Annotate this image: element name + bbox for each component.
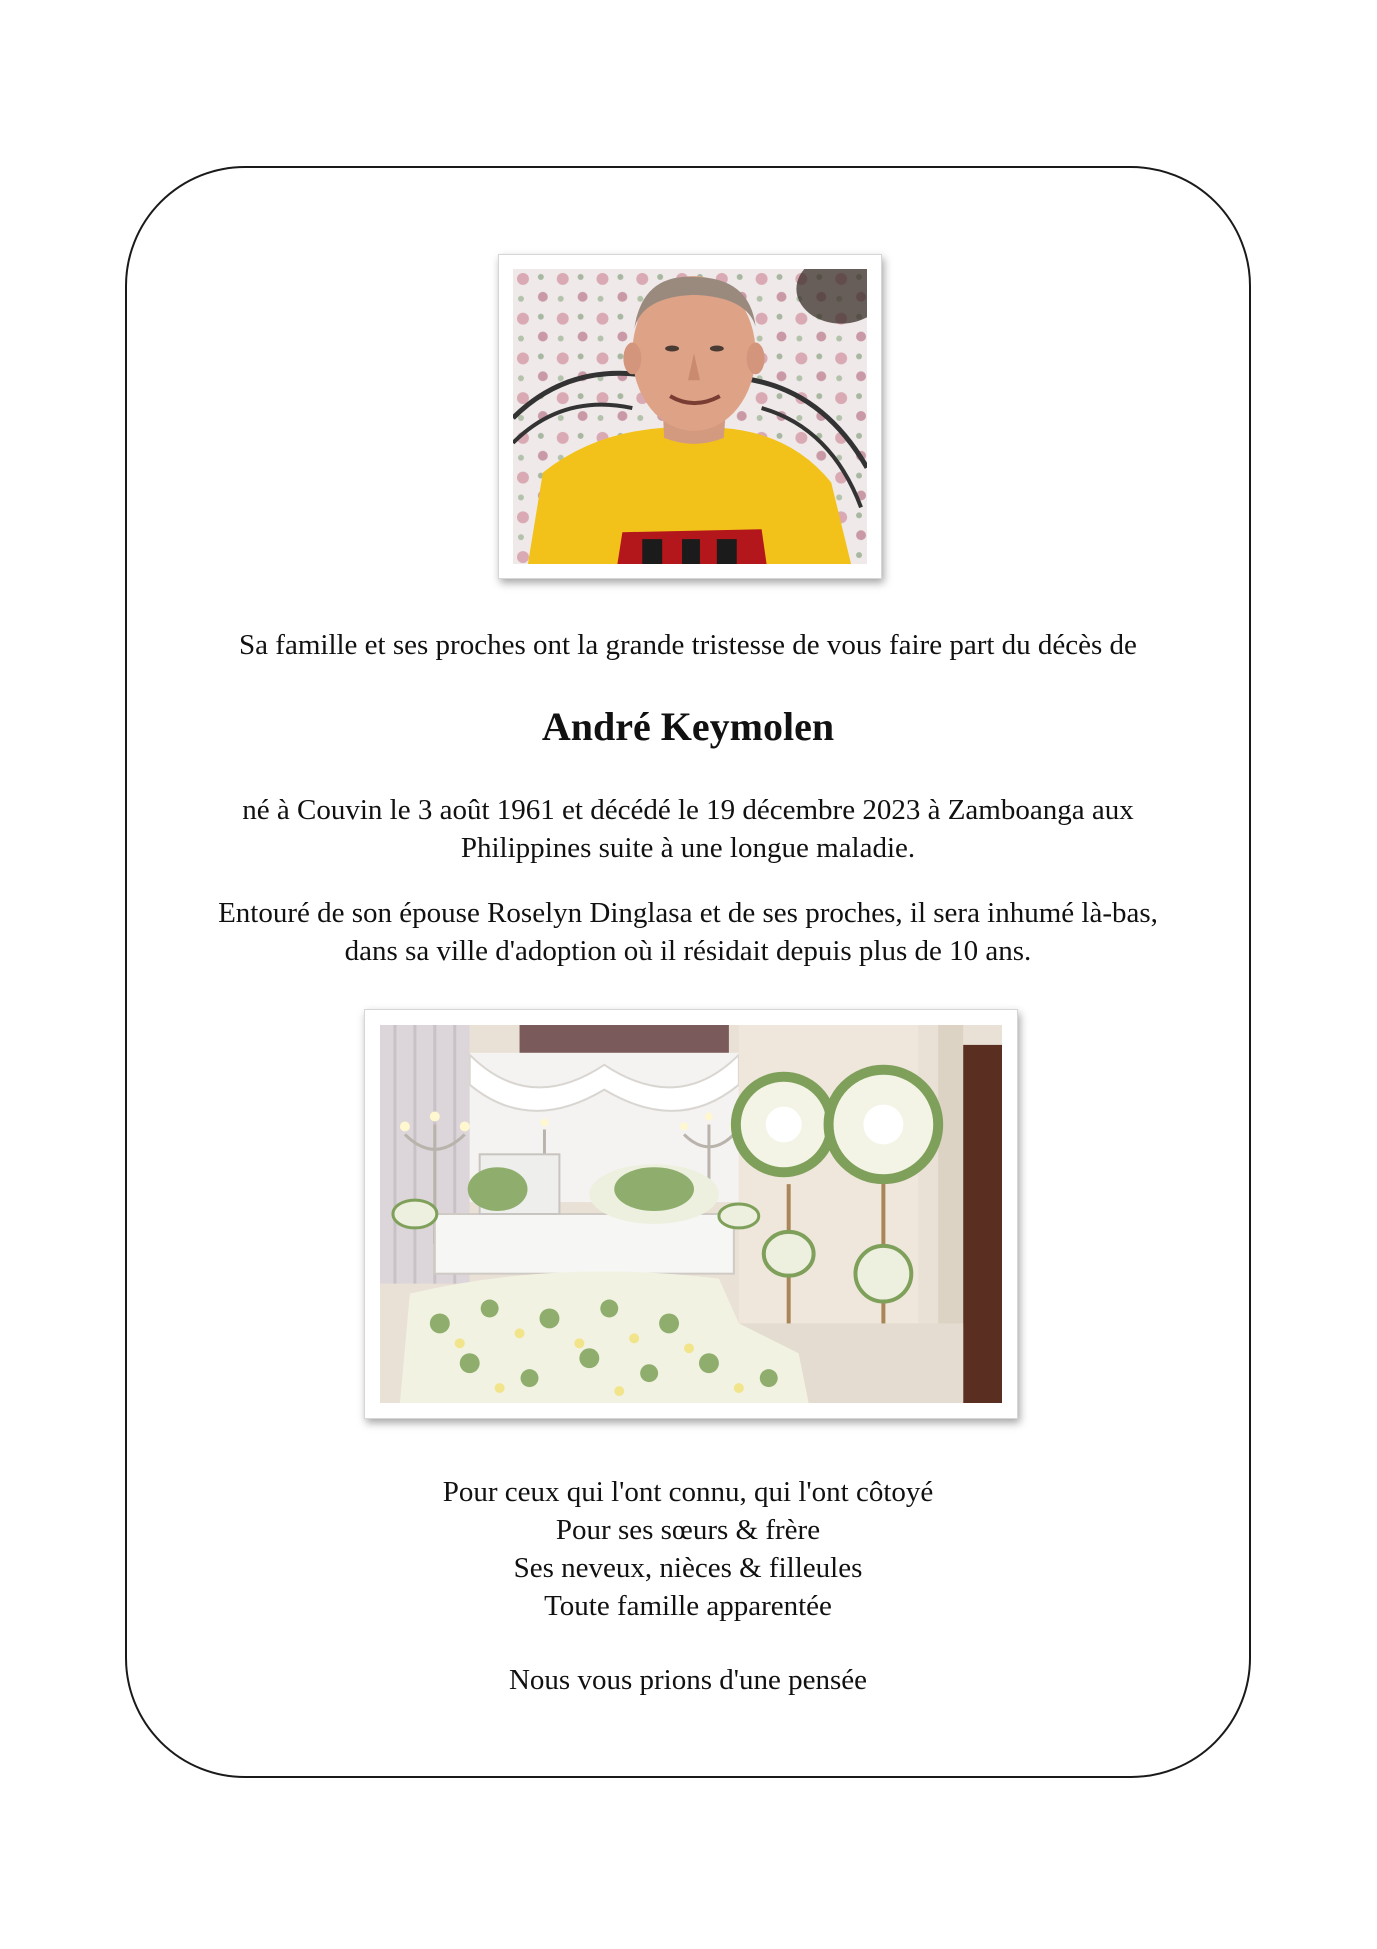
portrait-photo (498, 254, 882, 579)
birth-line: Philippines suite à une longue maladie. (460, 832, 916, 864)
prayer-request: Nous vous prions d'une pensée (508, 1664, 867, 1696)
portrait-image (513, 269, 867, 564)
closing-line: Pour ses sœurs & frère (555, 1514, 821, 1546)
closing-dedications (125, 1473, 1251, 1625)
closing-line: Pour ceux qui l'ont connu, qui l'ont côtoyé (442, 1476, 934, 1508)
birth-line: né à Couvin le 3 août 1961 et décédé le 19 décembre 2023 à Zamboanga aux (242, 794, 1134, 826)
ceremony-image (380, 1025, 1002, 1403)
residence-line: Entouré de son épouse Roselyn Dinglasa et de ses proches, il sera inhumé là-bas, (218, 897, 1158, 929)
burial-details (125, 894, 1251, 970)
deceased-name: André Keymolen (541, 704, 835, 749)
ceremony-photo (364, 1009, 1018, 1419)
residence-line: dans sa ville d'adoption où il résidait depuis plus de 10 ans. (344, 935, 1032, 967)
birth-death-details (125, 791, 1251, 867)
closing-line: Toute famille apparentée (544, 1590, 832, 1622)
closing-line: Ses neveux, nièces & filleules (513, 1552, 863, 1584)
intro-text: Sa famille et ses proches ont la grande tristesse de vous faire part du décès de (239, 629, 1137, 661)
